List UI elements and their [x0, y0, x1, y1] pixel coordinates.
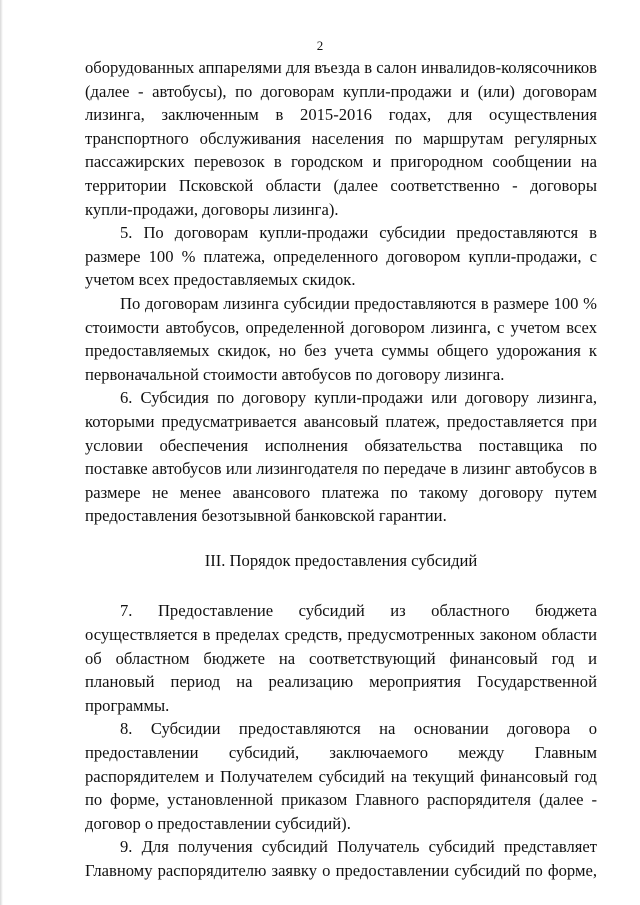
intro-paragraph: оборудованных аппарелями для въезда в салон инвалидов-колясочников (далее - автобусы), по договорам купли-продажи и (или) договорам лизинга, заключенным в 2015-2016 годах, для осуществления транспортного обслуживания населения по маршрутам регулярных пассажирских перевозок в городском и пригородном сообщении на территории Псковской области (далее соответственно - договоры купли-продажи, договоры лизинга).	[85, 58, 597, 219]
document-body	[85, 56, 597, 883]
paragraph-point-5-leasing: По договорам лизинга субсидии предоставляются в размере 100 % стоимости автобусов, определенной договором лизинга, с учетом всех предоставляемых скидок, но без учета суммы общего удорожания к первоначальной стоимости автобусов по договору лизинга.	[85, 293, 597, 384]
paragraph-point-7: 7. Предоставление субсидий из областного бюджета осуществляется в пределах средств, предусмотренных законом области об областном бюджете на соответствующий финансовый год и плановый период на реализацию мероприятия Государственной программы.	[85, 601, 597, 715]
paragraph-point-8: 8. Субсидии предоставляются на основании договора о предоставлении субсидий, заключаемого между Главным распорядителем и Получателем субсидий на текущий финансовый год по форме, установленной приказом Главного распорядителя (далее - договор о предоставлении субсидий).	[85, 719, 597, 833]
paragraph-point-9: 9. Для получения субсидий Получатель субсидий представляет Главному распорядителю заявку о предоставлении субсидий по форме,	[85, 837, 597, 880]
scan-edge	[0, 0, 3, 905]
section-heading: III. Порядок предоставления субсидий	[204, 550, 478, 570]
page-number: 2	[316, 38, 324, 53]
paragraph-point-6: 6. Субсидия по договору купли-продажи или договору лизинга, которыми предусматривается авансовый платеж, предоставляется при условии обеспечения исполнения обязательства поставщика по поставке автобусов или лизингодателя по передаче в лизинг автобусов в размере не менее авансового платежа по такому договору путем предоставления безотзывной банковской гарантии.	[85, 388, 597, 526]
paragraph-point-5: 5. По договорам купли-продажи субсидии предоставляются в размере 100 % платежа, определенного договором купли-продажи, с учетом всех предоставляемых скидок.	[85, 223, 597, 290]
